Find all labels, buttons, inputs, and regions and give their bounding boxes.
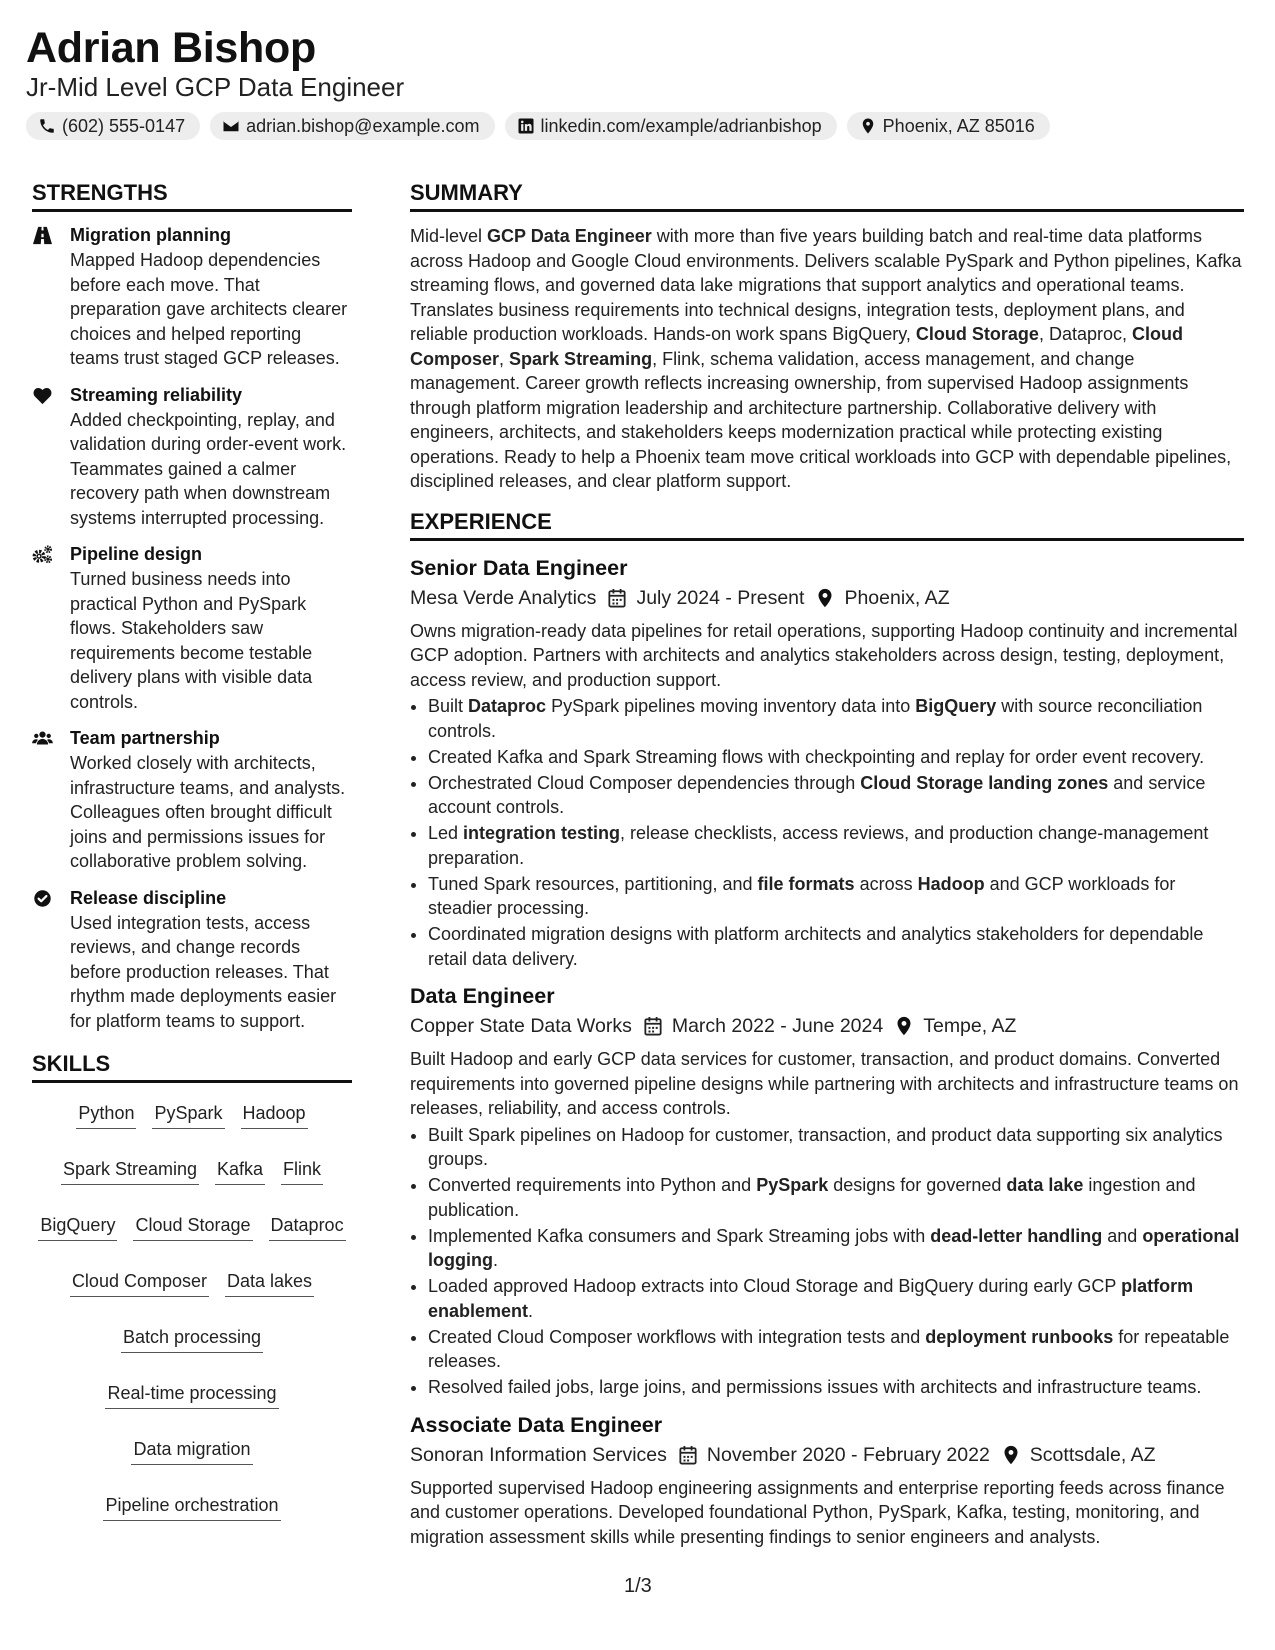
job-bullet	[428, 872, 1244, 921]
candidate-title: Jr-Mid Level GCP Data Engineer	[26, 72, 405, 102]
contact-email-text: adrian.bishop@example.com	[246, 115, 480, 136]
text-run: .	[528, 1300, 534, 1321]
skills-list	[32, 1095, 352, 1521]
text-run: Converted requirements into Python and	[428, 1175, 757, 1195]
job-company: Sonoran Information Services	[410, 1443, 667, 1466]
contact-phone-text: (602) 555-0147	[62, 115, 186, 136]
job-title: Data Engineer	[410, 984, 555, 1008]
bold-text: operational logging	[428, 1225, 1240, 1270]
bold-text: Cloud Storage landing zones	[860, 772, 1109, 793]
job-location: Tempe, AZ	[923, 1015, 1017, 1037]
contact-linkedin-text: linkedin.com/example/adrianbishop	[540, 115, 822, 136]
strength-desc: Mapped Hadoop dependencies before each move. That preparation gave architects clearer choices and helped reporting teams trust staged GCP releases.	[70, 250, 348, 368]
bold-text: data lake	[1006, 1175, 1084, 1195]
experience-list	[410, 553, 1244, 1550]
strength-desc: Turned business needs into practical Python and PySpark flows. Stakeholders saw requirements become testable delivery plans with visible data controls.	[70, 569, 313, 712]
calendar-icon-wrap	[608, 588, 626, 608]
contact-bar	[26, 112, 1249, 140]
strength-title: Team partnership	[70, 728, 220, 748]
text-run: with source reconciliation controls.	[428, 696, 1203, 741]
users-icon	[32, 729, 53, 748]
text-run: Coordinated migration designs with platform architects and analytics stakeholders for dependable retail data delivery.	[428, 924, 1204, 969]
text-run: and service account controls.	[428, 772, 1206, 817]
skill-tag: Flink	[281, 1157, 323, 1185]
job-bullet	[428, 1274, 1244, 1323]
candidate-name: Adrian Bishop	[26, 24, 316, 72]
text-run: Created Cloud Composer workflows with integration tests and	[428, 1326, 926, 1347]
skill-tag: Cloud Storage	[133, 1213, 252, 1241]
heart-icon	[32, 386, 53, 405]
job-bullet	[428, 821, 1244, 870]
text-run: and	[1102, 1225, 1143, 1246]
bold-text: Spark Streaming	[509, 348, 653, 369]
text-run: , release checklists, access reviews, and production change-management preparation.	[428, 823, 1209, 868]
job-company: Copper State Data Works	[410, 1015, 632, 1037]
job-bullet	[428, 694, 1244, 743]
job-bullet	[428, 922, 1244, 971]
calendar-icon-wrap	[679, 1445, 697, 1465]
left-column	[32, 178, 352, 1521]
text-run: for repeatable releases.	[428, 1326, 1230, 1371]
job-dates: March 2022 - June 2024	[671, 1015, 884, 1037]
job-bullet	[428, 1224, 1244, 1273]
bold-text: BigQuery	[915, 696, 997, 716]
envelope-icon	[222, 117, 240, 135]
experience-heading: EXPERIENCE	[410, 507, 1244, 541]
job-dates: November 2020 - February 2022	[706, 1443, 990, 1466]
gears-icon	[32, 545, 53, 564]
strength-item	[32, 887, 352, 1034]
job-bullets	[410, 694, 1244, 971]
bold-text: PySpark	[756, 1175, 829, 1195]
job-description: Supported supervised Hadoop engineering assignments and enterprise reporting feeds across finance and customer operations. Developed foundational Python, PySpark, Kafka, testing, monitoring, and migration assessment skills while presenting findings to senior engineers and analysts.	[410, 1477, 1225, 1547]
bold-text: dead-letter handling	[930, 1225, 1103, 1246]
job-dates: July 2024 - Present	[636, 586, 805, 609]
contact-linkedin[interactable]	[505, 112, 837, 140]
calendar-icon-wrap	[644, 1016, 662, 1036]
calendar-icon	[679, 1445, 697, 1465]
text-run: Orchestrated Cloud Composer dependencies through	[428, 772, 861, 793]
job-bullet	[428, 1325, 1244, 1374]
skill-tag: Real-time processing	[105, 1381, 278, 1409]
text-run: Mid-level	[410, 226, 488, 246]
bold-text: Cloud Composer	[410, 324, 1183, 369]
job-bullet	[428, 1375, 1244, 1400]
bold-text: integration testing	[463, 823, 621, 843]
text-run: .	[492, 1250, 498, 1270]
text-run: and GCP workloads for steadier processing.	[428, 873, 1176, 918]
text-run: Created Kafka and Spark Streaming flows with checkpointing and replay for order event recovery.	[428, 746, 1205, 767]
bold-text: file formats	[757, 873, 855, 894]
skill-tag: Python	[76, 1101, 136, 1129]
job-location: Phoenix, AZ	[844, 586, 950, 609]
text-run: Built Spark pipelines on Hadoop for customer, transaction, and product data supporting six analytics groups.	[428, 1124, 1223, 1169]
strength-desc: Added checkpointing, replay, and validation during order-event work. Teammates gained a calmer recovery path when downstream systems interrupted processing.	[70, 409, 347, 528]
text-run: Built	[428, 696, 469, 716]
check-circle-icon	[32, 889, 53, 908]
page-number: 1/3	[624, 1575, 652, 1597]
job-entry	[410, 553, 1244, 972]
text-run: , Dataproc,	[1038, 324, 1132, 344]
text-run: across	[854, 873, 918, 894]
resume-header	[26, 22, 1249, 140]
location-pin-icon	[816, 588, 834, 608]
job-location: Scottsdale, AZ	[1029, 1443, 1156, 1466]
road-icon	[32, 226, 53, 245]
strength-item	[32, 727, 352, 874]
text-run: Tuned Spark resources, partitioning, and	[428, 873, 758, 894]
job-bullet	[428, 1173, 1244, 1222]
strength-item	[32, 543, 352, 714]
location-pin-icon	[1002, 1445, 1020, 1465]
skill-tag: Data lakes	[225, 1269, 314, 1297]
location-icon-wrap	[895, 1016, 913, 1036]
skill-tag: Kafka	[215, 1157, 265, 1185]
job-entry	[410, 1410, 1244, 1550]
job-title: Associate Data Engineer	[410, 1412, 663, 1437]
strength-title: Streaming reliability	[70, 384, 243, 405]
text-run: Led	[428, 823, 464, 843]
contact-location-text: Phoenix, AZ 85016	[882, 115, 1035, 136]
bold-text: Cloud Storage	[915, 324, 1039, 344]
skill-tag: Data migration	[131, 1437, 252, 1465]
job-entry	[410, 981, 1244, 1400]
skills-heading: SKILLS	[32, 1049, 352, 1083]
skill-tag: BigQuery	[38, 1213, 117, 1241]
summary-heading: SUMMARY	[410, 178, 1244, 212]
skill-tag: Hadoop	[241, 1101, 308, 1129]
phone-icon	[38, 117, 56, 135]
job-description: Owns migration-ready data pipelines for retail operations, supporting Hadoop continuity and incremental GCP adoption. Partners with architects and analytics stakeholders across design, testing, deployment, access review, and production support.	[410, 620, 1238, 690]
text-run: ingestion and publication.	[428, 1175, 1196, 1220]
job-meta	[410, 1440, 1244, 1470]
contact-location	[847, 112, 1050, 140]
text-run: PySpark pipelines moving inventory data into	[546, 696, 916, 716]
job-bullet	[428, 771, 1244, 820]
linkedin-icon	[517, 117, 535, 135]
contact-phone[interactable]	[26, 112, 200, 140]
job-bullets	[410, 1123, 1244, 1400]
bold-text: Dataproc	[468, 696, 547, 716]
text-run: with more than five years building batch and real-time data platforms across Hadoop and Google Cloud environments. Delivers scalable PySpark and Python pipelines, Kafka streaming flows, and governed data lake migrations that support analytics and operational teams. Translates business requirements into technical designs, integration tests, deployment plans, and reliable production workloads. Hands-on work spans BigQuery,	[410, 226, 1242, 344]
location-pin-icon	[859, 117, 877, 135]
strengths-heading: STRENGTHS	[32, 178, 352, 212]
location-pin-icon	[895, 1016, 913, 1036]
job-title: Senior Data Engineer	[410, 555, 628, 580]
text-run: designs for governed	[828, 1175, 1007, 1195]
job-bullet	[428, 745, 1244, 770]
text-run: Loaded approved Hadoop extracts into Cloud Storage and BigQuery during early GCP	[428, 1276, 1122, 1296]
skill-tag: Spark Streaming	[61, 1157, 199, 1185]
right-column	[410, 178, 1244, 1559]
job-meta	[410, 583, 1244, 613]
skill-tag: Batch processing	[121, 1325, 263, 1353]
skill-tag: Dataproc	[269, 1213, 346, 1241]
bold-text: deployment runbooks	[925, 1326, 1114, 1347]
skill-tag: PySpark	[152, 1101, 224, 1129]
strength-title: Release discipline	[70, 887, 227, 908]
text-run: Resolved failed jobs, large joins, and permissions issues with architects and infrastructure teams.	[428, 1377, 1202, 1397]
skill-tag: Pipeline orchestration	[103, 1493, 280, 1521]
strength-desc: Used integration tests, access reviews, and change records before production releases. That rhythm made deployments easier for platform teams to support.	[70, 912, 337, 1031]
strength-title: Migration planning	[70, 225, 231, 245]
job-description: Built Hadoop and early GCP data services for customer, transaction, and product domains. Converted requirements into governed pipeline designs while partnering with architects and infrastructure teams on releases, reliability, and access controls.	[410, 1049, 1239, 1118]
text-run: , Flink, schema validation, access management, and change management. Career growth reflects increasing ownership, from supervised Hadoop assignments through platform migration leadership and architecture partnership. Collaborative delivery with engineers, architects, and stakeholders keeps modernization practical while protecting existing operations. Ready to help a Phoenix team move critical workloads into GCP with dependable pipelines, disciplined releases, and clear platform support.	[410, 348, 1232, 491]
strength-desc: Worked closely with architects, infrastructure teams, and analysts. Colleagues often brought difficult joins and permissions issues for collaborative problem solving.	[70, 753, 346, 871]
job-meta	[410, 1011, 1244, 1041]
skill-tag: Cloud Composer	[70, 1269, 209, 1297]
strength-item	[32, 384, 352, 531]
calendar-icon	[608, 588, 626, 608]
bold-text: Hadoop	[917, 873, 985, 894]
calendar-icon	[644, 1016, 662, 1036]
bold-text: platform enablement	[428, 1276, 1194, 1321]
strength-title: Pipeline design	[70, 544, 203, 564]
contact-email[interactable]	[210, 112, 494, 140]
location-icon-wrap	[816, 588, 834, 608]
bold-text: GCP Data Engineer	[487, 226, 652, 246]
location-icon-wrap	[1002, 1445, 1020, 1465]
strength-item	[32, 224, 352, 371]
job-company: Mesa Verde Analytics	[410, 586, 597, 609]
text-run: Implemented Kafka consumers and Spark Streaming jobs with	[428, 1225, 931, 1246]
job-bullet	[428, 1123, 1244, 1172]
text-run: ,	[499, 348, 510, 369]
summary-text	[410, 224, 1244, 494]
